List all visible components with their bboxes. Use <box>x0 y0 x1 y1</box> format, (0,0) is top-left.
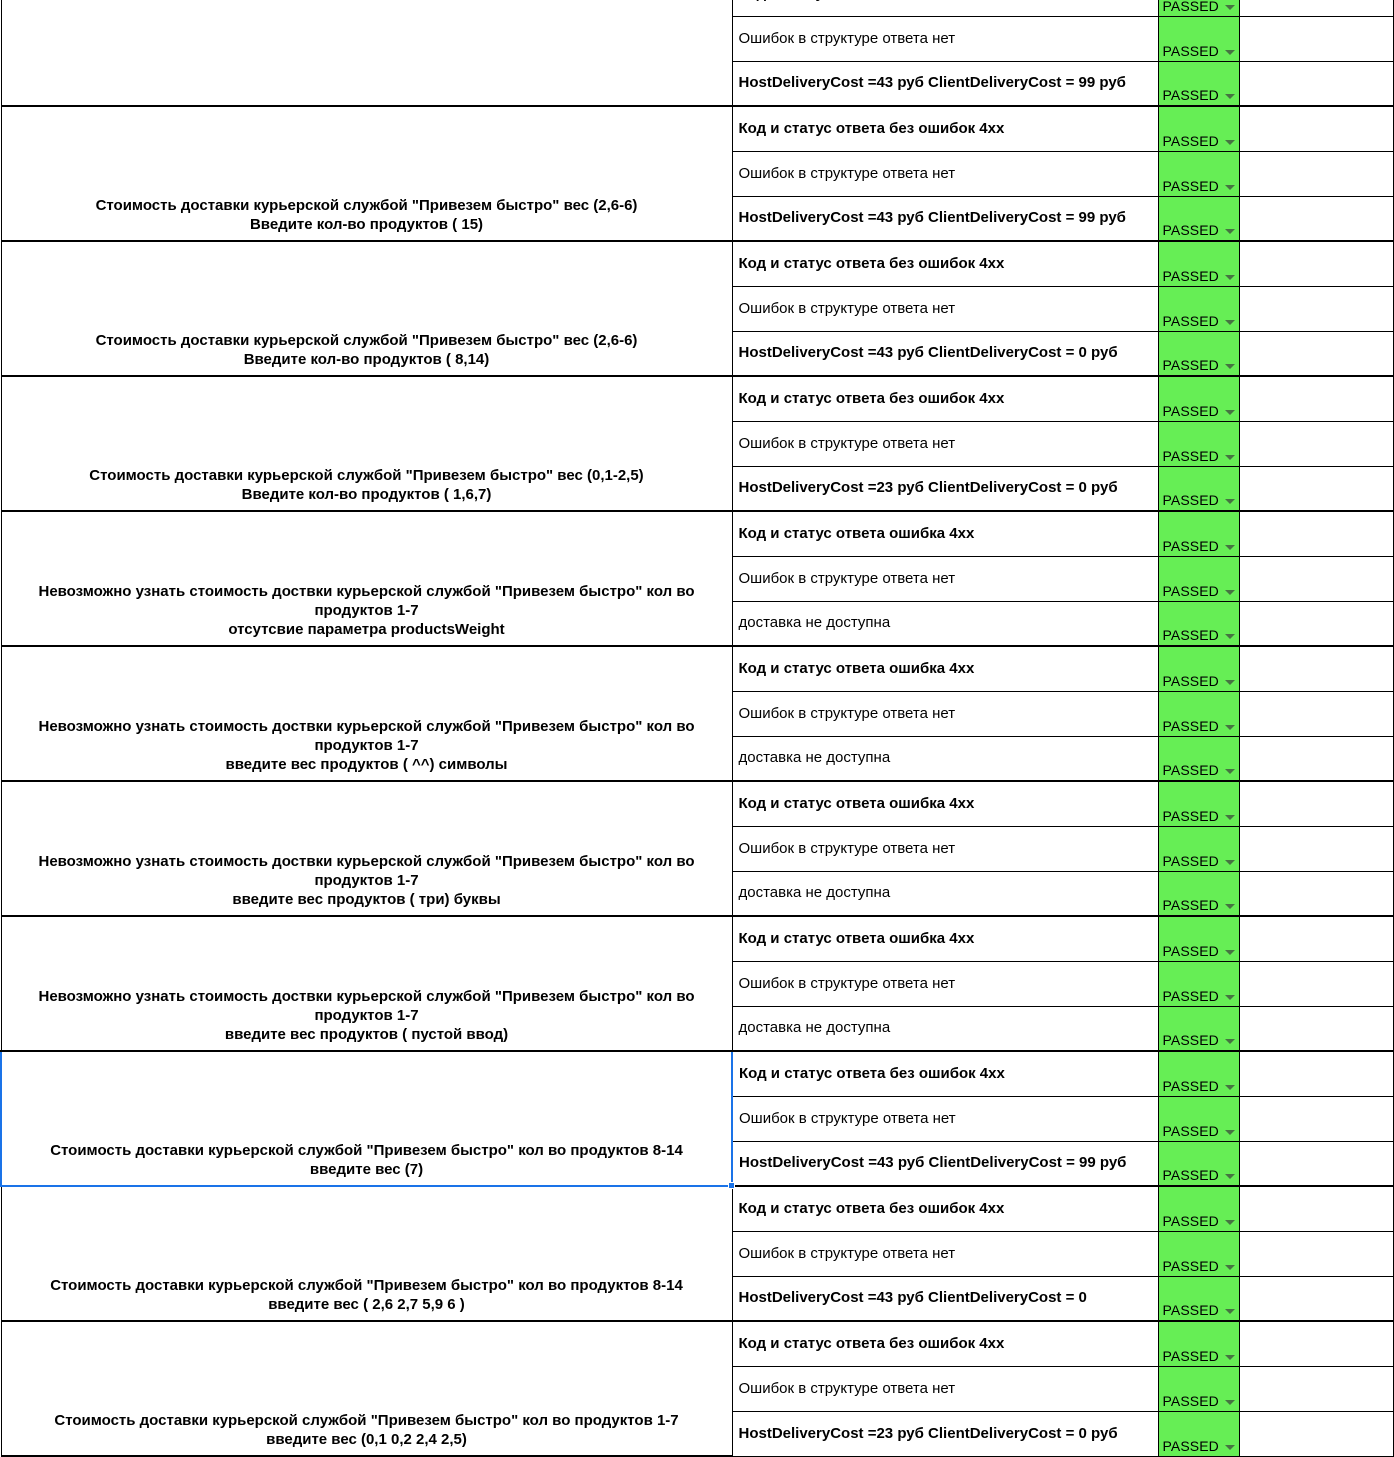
chevron-down-icon[interactable] <box>1225 320 1235 325</box>
status-label: PASSED <box>1162 1257 1219 1274</box>
note-cell[interactable] <box>1239 826 1393 871</box>
status-badge[interactable] <box>1159 917 1239 961</box>
status-badge[interactable] <box>1159 152 1239 196</box>
check-cell[interactable]: Код и статус ответа без ошибок 4xx <box>732 376 1158 421</box>
scenario-line: Стоимость доставки курьерской службой "Привезем быстро" вес (2,6-6) <box>95 332 638 349</box>
note-cell[interactable] <box>1239 331 1393 376</box>
scenario-line: Невозможно узнать стоимость доствки курьерской службой "Привезем быстро" кол во <box>38 988 695 1005</box>
status-label: PASSED <box>1162 672 1219 689</box>
status-cell[interactable] <box>1158 691 1239 736</box>
status-badge[interactable] <box>1159 1052 1239 1096</box>
status-cell[interactable] <box>1158 106 1239 151</box>
check-cell[interactable]: HostDeliveryCost =43 руб ClientDeliveryCost = 99 руб <box>732 61 1158 106</box>
status-badge[interactable] <box>1159 422 1239 466</box>
status-badge[interactable] <box>1159 0 1239 16</box>
chevron-down-icon[interactable] <box>1225 995 1235 1000</box>
scenario-line: Стоимость доставки курьерской службой "Привезем быстро" кол во продуктов 8-14 <box>50 1277 683 1294</box>
status-label: PASSED <box>1162 312 1219 329</box>
table-row <box>1 241 1393 286</box>
check-cell[interactable]: Ошибок в структуре ответа нет <box>732 286 1158 331</box>
status-cell[interactable] <box>1158 871 1239 916</box>
status-label: PASSED <box>1162 1032 1219 1048</box>
chevron-down-icon[interactable] <box>1225 1130 1235 1135</box>
chevron-down-icon[interactable] <box>1225 904 1235 909</box>
scenario-line: Стоимость доставки курьерской службой "Привезем быстро" кол во продуктов 8-14 <box>50 1142 683 1159</box>
table-row <box>1 1051 1393 1096</box>
status-badge[interactable] <box>1159 557 1239 601</box>
chevron-down-icon[interactable] <box>1225 1085 1235 1090</box>
note-cell[interactable] <box>1239 1231 1393 1276</box>
scenario-cell[interactable] <box>1 1051 732 1186</box>
table-row <box>1 646 1393 691</box>
status-cell[interactable] <box>1158 0 1239 16</box>
status-cell[interactable] <box>1158 1141 1239 1186</box>
status-label: PASSED <box>1162 0 1219 14</box>
status-badge[interactable] <box>1159 692 1239 736</box>
status-label: PASSED <box>1162 177 1219 194</box>
note-cell[interactable] <box>1239 16 1393 61</box>
scenario-line: Стоимость доставки курьерской службой "Привезем быстро" кол во продуктов 1-7 <box>54 1412 679 1429</box>
chevron-down-icon[interactable] <box>1225 1355 1235 1360</box>
check-cell[interactable]: Код и статус ответа ошибка 4xx <box>732 916 1158 961</box>
chevron-down-icon[interactable] <box>1225 140 1235 145</box>
status-badge[interactable] <box>1159 377 1239 421</box>
status-label: PASSED <box>1162 402 1219 419</box>
status-cell[interactable] <box>1158 151 1239 196</box>
check-cell[interactable]: Код и статус ответа без ошибок 4xx <box>732 241 1158 286</box>
chevron-down-icon[interactable] <box>1225 1445 1235 1450</box>
status-label: PASSED <box>1162 87 1219 103</box>
check-cell[interactable]: HostDeliveryCost =43 руб ClientDeliveryCost = 99 руб <box>732 196 1158 241</box>
status-badge[interactable] <box>1159 332 1239 376</box>
scenario-line: введите вес продуктов ( три) буквы <box>232 891 501 908</box>
table-row <box>1 106 1393 151</box>
scenario-line: введите вес ( 2,6 2,7 5,9 6 ) <box>268 1296 465 1313</box>
status-badge[interactable] <box>1159 827 1239 871</box>
note-cell[interactable] <box>1239 961 1393 1006</box>
status-label: PASSED <box>1162 1392 1219 1409</box>
status-cell[interactable] <box>1158 1051 1239 1096</box>
note-cell[interactable] <box>1239 196 1393 241</box>
scenario-line: Введите кол-во продуктов ( 8,14) <box>243 351 490 368</box>
status-label: PASSED <box>1162 717 1219 734</box>
status-cell[interactable] <box>1158 826 1239 871</box>
check-cell[interactable]: HostDeliveryCost =43 руб ClientDeliveryCost = 0 <box>732 1276 1158 1321</box>
note-cell[interactable] <box>1239 1276 1393 1321</box>
note-cell[interactable] <box>1239 376 1393 421</box>
note-cell[interactable] <box>1239 286 1393 331</box>
status-badge[interactable] <box>1159 962 1239 1006</box>
note-cell[interactable] <box>1239 1051 1393 1096</box>
table-row <box>1 376 1393 421</box>
check-cell[interactable]: Код и статус ответа ошибка 4xx <box>732 511 1158 556</box>
status-label: PASSED <box>1162 42 1219 59</box>
chevron-down-icon[interactable] <box>1225 1174 1235 1179</box>
status-label: PASSED <box>1162 267 1219 284</box>
status-label: PASSED <box>1162 582 1219 599</box>
status-badge[interactable] <box>1159 1187 1239 1231</box>
note-cell[interactable] <box>1239 421 1393 466</box>
check-cell[interactable]: доставка не доступна <box>732 601 1158 646</box>
table-row <box>1 511 1393 556</box>
check-cell[interactable]: Код и статус ответа ошибка 4xx <box>732 781 1158 826</box>
check-cell[interactable]: доставка не доступна <box>732 1006 1158 1051</box>
status-cell[interactable] <box>1158 1366 1239 1411</box>
chevron-down-icon[interactable] <box>1225 950 1235 955</box>
status-cell[interactable] <box>1158 556 1239 601</box>
chevron-down-icon[interactable] <box>1225 590 1235 595</box>
status-cell[interactable] <box>1158 1006 1239 1051</box>
status-label: PASSED <box>1162 1302 1219 1318</box>
scenario-cell[interactable] <box>1 1186 732 1321</box>
note-cell[interactable] <box>1239 1186 1393 1231</box>
note-cell[interactable] <box>1239 1096 1393 1141</box>
status-cell[interactable] <box>1158 1411 1239 1456</box>
status-badge[interactable] <box>1159 242 1239 286</box>
status-badge[interactable] <box>1159 197 1239 241</box>
status-label: PASSED <box>1162 627 1219 643</box>
status-label: PASSED <box>1162 1077 1219 1094</box>
chevron-down-icon[interactable] <box>1225 94 1235 99</box>
status-cell[interactable] <box>1158 196 1239 241</box>
status-label: PASSED <box>1162 897 1219 913</box>
status-label: PASSED <box>1162 1122 1219 1139</box>
status-cell[interactable] <box>1158 736 1239 781</box>
check-cell[interactable]: Ошибок в структуре ответа нет <box>732 556 1158 601</box>
check-cell[interactable]: Ошибок в структуре ответа нет <box>732 691 1158 736</box>
note-cell[interactable] <box>1239 241 1393 286</box>
scenario-line: введите вес продуктов ( ^^) символы <box>225 756 508 773</box>
chevron-down-icon[interactable] <box>1225 1039 1235 1044</box>
note-cell[interactable] <box>1239 601 1393 646</box>
chevron-down-icon[interactable] <box>1225 860 1235 865</box>
check-cell[interactable]: Код и статус ответа без ошибок 4xx <box>732 1186 1158 1231</box>
check-cell[interactable]: Код и статус ответа без ошибок 4xx <box>732 1051 1158 1096</box>
status-label: PASSED <box>1162 807 1219 824</box>
chevron-down-icon[interactable] <box>1225 185 1235 190</box>
status-label: PASSED <box>1162 942 1219 959</box>
fill-handle[interactable] <box>728 1182 735 1189</box>
status-badge[interactable] <box>1159 1322 1239 1366</box>
chevron-down-icon[interactable] <box>1225 1265 1235 1270</box>
status-label: PASSED <box>1162 852 1219 869</box>
chevron-down-icon[interactable] <box>1225 1400 1235 1405</box>
chevron-down-icon[interactable] <box>1225 815 1235 820</box>
check-cell[interactable]: Ошибок в структуре ответа нет <box>732 16 1158 61</box>
status-cell[interactable] <box>1158 781 1239 826</box>
status-cell[interactable] <box>1158 961 1239 1006</box>
status-label: PASSED <box>1162 222 1219 238</box>
note-cell[interactable] <box>1239 1006 1393 1051</box>
note-cell[interactable] <box>1239 1366 1393 1411</box>
status-badge[interactable] <box>1159 1142 1239 1186</box>
check-cell[interactable]: Код и статус ответа без ошибок 4xx <box>732 1321 1158 1366</box>
status-label: PASSED <box>1162 1212 1219 1229</box>
scenario-line: продуктов 1-7 <box>314 737 419 754</box>
status-cell[interactable] <box>1158 331 1239 376</box>
status-label: PASSED <box>1162 357 1219 373</box>
status-badge[interactable] <box>1159 737 1239 781</box>
scenario-cell[interactable] <box>1 511 732 646</box>
status-badge[interactable] <box>1159 647 1239 691</box>
check-cell[interactable]: HostDeliveryCost =23 руб ClientDeliveryCost = 0 руб <box>732 1411 1158 1456</box>
status-cell[interactable] <box>1158 241 1239 286</box>
chevron-down-icon[interactable] <box>1225 680 1235 685</box>
check-cell[interactable] <box>732 0 1158 16</box>
status-cell[interactable] <box>1158 61 1239 106</box>
chevron-down-icon[interactable] <box>1225 410 1235 415</box>
note-cell[interactable] <box>1239 556 1393 601</box>
scenario-cell[interactable] <box>1 0 732 106</box>
status-badge[interactable] <box>1159 1232 1239 1276</box>
scenario-cell[interactable] <box>1 646 732 781</box>
chevron-down-icon[interactable] <box>1225 1220 1235 1225</box>
table-row <box>1 916 1393 961</box>
note-cell[interactable] <box>1239 781 1393 826</box>
status-badge[interactable] <box>1159 1412 1239 1456</box>
check-cell[interactable]: Ошибок в структуре ответа нет <box>732 151 1158 196</box>
scenario-line: Невозможно узнать стоимость доствки курьерской службой "Привезем быстро" кол во <box>38 718 695 735</box>
scenario-line: Введите кол-во продуктов ( 15) <box>249 216 484 233</box>
table-row <box>1 0 1393 16</box>
chevron-down-icon[interactable] <box>1225 275 1235 280</box>
note-cell[interactable] <box>1239 0 1393 16</box>
status-cell[interactable] <box>1158 1276 1239 1321</box>
note-cell[interactable] <box>1239 61 1393 106</box>
note-cell[interactable] <box>1239 106 1393 151</box>
chevron-down-icon[interactable] <box>1225 229 1235 234</box>
chevron-down-icon[interactable] <box>1225 1309 1235 1314</box>
status-cell[interactable] <box>1158 16 1239 61</box>
check-cell[interactable]: HostDeliveryCost =43 руб ClientDeliveryCost = 99 руб <box>732 1141 1158 1186</box>
status-label: PASSED <box>1162 1347 1219 1364</box>
status-cell[interactable] <box>1158 376 1239 421</box>
status-cell[interactable] <box>1158 1231 1239 1276</box>
note-cell[interactable] <box>1239 1411 1393 1456</box>
chevron-down-icon[interactable] <box>1225 50 1235 55</box>
status-cell[interactable] <box>1158 511 1239 556</box>
status-badge[interactable] <box>1159 602 1239 646</box>
note-cell[interactable] <box>1239 691 1393 736</box>
status-cell[interactable] <box>1158 421 1239 466</box>
check-cell[interactable]: Код и статус ответа без ошибок 4xx <box>732 106 1158 151</box>
table-body <box>1 0 1393 1456</box>
scenario-cell[interactable] <box>1 241 732 376</box>
scenario-line: Введите кол-во продуктов ( 1,6,7) <box>241 486 492 503</box>
scenario-line: продуктов 1-7 <box>314 1007 419 1024</box>
chevron-down-icon[interactable] <box>1225 364 1235 369</box>
status-cell[interactable] <box>1158 1321 1239 1366</box>
check-cell[interactable]: доставка не доступна <box>732 736 1158 781</box>
note-cell[interactable] <box>1239 871 1393 916</box>
status-label: PASSED <box>1162 537 1219 554</box>
status-cell[interactable] <box>1158 286 1239 331</box>
status-badge[interactable] <box>1159 467 1239 511</box>
note-cell[interactable] <box>1239 736 1393 781</box>
table-row <box>1 781 1393 826</box>
status-badge[interactable] <box>1159 872 1239 916</box>
scenario-cell[interactable] <box>1 1321 732 1456</box>
check-cell[interactable]: Код и статус ответа ошибка 4xx <box>732 646 1158 691</box>
chevron-down-icon[interactable] <box>1225 545 1235 550</box>
status-cell[interactable] <box>1158 1186 1239 1231</box>
status-badge[interactable] <box>1159 782 1239 826</box>
status-label: PASSED <box>1162 762 1219 778</box>
scenario-line: Стоимость доставки курьерской службой "Привезем быстро" вес (2,6-6) <box>95 197 638 214</box>
status-label: PASSED <box>1162 492 1219 508</box>
status-cell[interactable] <box>1158 466 1239 511</box>
check-cell[interactable]: Ошибок в структуре ответа нет <box>732 1231 1158 1276</box>
chevron-down-icon[interactable] <box>1225 769 1235 774</box>
chevron-down-icon[interactable] <box>1225 725 1235 730</box>
scenario-line: продуктов 1-7 <box>314 872 419 889</box>
status-badge[interactable] <box>1159 512 1239 556</box>
check-cell[interactable]: Ошибок в структуре ответа нет <box>732 1096 1158 1141</box>
scenario-line: введите вес (7) <box>309 1161 424 1178</box>
check-cell[interactable]: Ошибок в структуре ответа нет <box>732 961 1158 1006</box>
chevron-down-icon[interactable] <box>1225 499 1235 504</box>
status-badge[interactable] <box>1159 62 1239 106</box>
note-cell[interactable] <box>1239 916 1393 961</box>
scenario-line: введите вес продуктов ( пустой ввод) <box>224 1026 509 1043</box>
scenario-cell[interactable] <box>1 106 732 241</box>
scenario-line: отсутсвие параметра productsWeight <box>228 621 505 638</box>
status-badge[interactable] <box>1159 287 1239 331</box>
scenario-line: Невозможно узнать стоимость доствки курьерской службой "Привезем быстро" кол во <box>38 853 695 870</box>
note-cell[interactable] <box>1239 1321 1393 1366</box>
status-badge[interactable] <box>1159 1097 1239 1141</box>
note-cell[interactable] <box>1239 1141 1393 1186</box>
note-cell[interactable] <box>1239 646 1393 691</box>
status-cell[interactable] <box>1158 601 1239 646</box>
check-cell[interactable]: HostDeliveryCost =23 руб ClientDeliveryCost = 0 руб <box>732 466 1158 511</box>
note-cell[interactable] <box>1239 151 1393 196</box>
scenario-cell[interactable] <box>1 376 732 511</box>
status-badge[interactable] <box>1159 1277 1239 1321</box>
status-label: PASSED <box>1162 447 1219 464</box>
scenario-line: Стоимость доставки курьерской службой "Привезем быстро" вес (0,1-2,5) <box>89 467 644 484</box>
check-cell[interactable]: Ошибок в структуре ответа нет <box>732 1366 1158 1411</box>
status-label: PASSED <box>1162 1167 1219 1183</box>
table-row <box>1 1321 1393 1366</box>
status-badge[interactable] <box>1159 17 1239 61</box>
check-cell[interactable]: HostDeliveryCost =43 руб ClientDeliveryCost = 0 руб <box>732 331 1158 376</box>
status-label: PASSED <box>1162 1437 1219 1454</box>
scenario-cell[interactable] <box>1 916 732 1051</box>
status-label: PASSED <box>1162 987 1219 1004</box>
status-badge[interactable] <box>1159 107 1239 151</box>
status-cell[interactable] <box>1158 1096 1239 1141</box>
check-cell[interactable]: Ошибок в структуре ответа нет <box>732 826 1158 871</box>
chevron-down-icon[interactable] <box>1225 634 1235 639</box>
scenario-line: введите вес (0,1 0,2 2,4 2,5) <box>266 1431 467 1448</box>
scenario-line: продуктов 1-7 <box>314 602 419 619</box>
scenario-line: Невозможно узнать стоимость доствки курьерской службой "Привезем быстро" кол во <box>38 583 695 600</box>
check-cell[interactable]: Ошибок в структуре ответа нет <box>732 421 1158 466</box>
status-cell[interactable] <box>1158 916 1239 961</box>
status-badge[interactable] <box>1159 1367 1239 1411</box>
status-label: PASSED <box>1162 132 1219 149</box>
status-badge[interactable] <box>1159 1007 1239 1051</box>
scenario-cell[interactable] <box>1 781 732 916</box>
chevron-down-icon[interactable] <box>1225 455 1235 460</box>
chevron-down-icon[interactable] <box>1225 5 1235 10</box>
check-cell[interactable]: доставка не доступна <box>732 871 1158 916</box>
note-cell[interactable] <box>1239 466 1393 511</box>
status-cell[interactable] <box>1158 646 1239 691</box>
table-row <box>1 1186 1393 1231</box>
note-cell[interactable] <box>1239 511 1393 556</box>
